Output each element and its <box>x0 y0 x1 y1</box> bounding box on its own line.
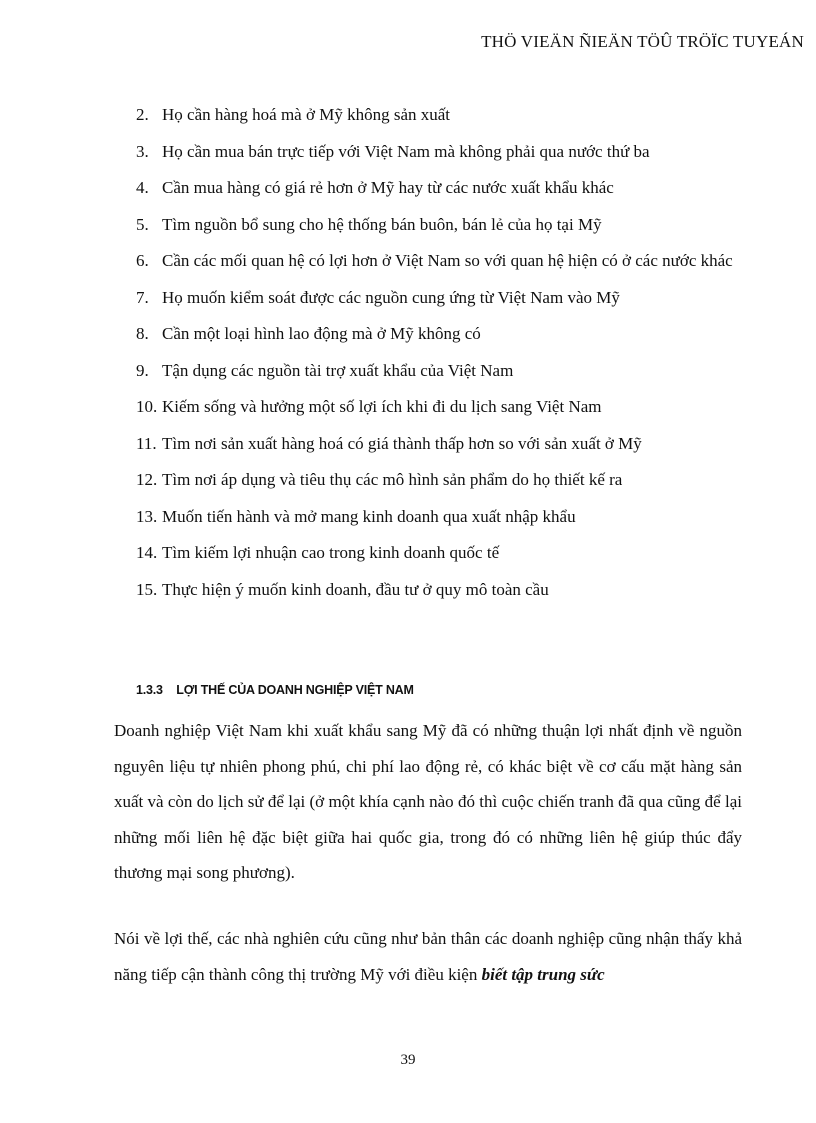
list-item-number: 4. <box>136 178 149 197</box>
list-item <box>136 389 746 426</box>
list-item-text: Họ muốn kiểm soát được các nguồn cung ứng từ Việt Nam vào Mỹ <box>162 287 620 307</box>
list-item <box>136 426 746 463</box>
list-item-text: Họ cần mua bán trực tiếp với Việt Nam mà không phải qua nước thứ ba <box>162 141 650 161</box>
list-item-number: 12. <box>136 470 158 489</box>
list-item-number: 7. <box>136 287 149 307</box>
list-item <box>136 499 746 536</box>
list-item <box>136 316 746 353</box>
list-item-number: 9. <box>136 360 149 380</box>
reasons-list <box>136 97 746 608</box>
list-item-number: 8. <box>136 324 149 343</box>
list-item <box>136 170 746 207</box>
section-heading <box>136 683 414 697</box>
list-item <box>136 134 746 171</box>
list-item-number: 13. <box>136 506 158 526</box>
list-item-text: Kiếm sống và hưởng một số lợi ích khi đi du lịch sang Việt Nam <box>162 397 602 416</box>
list-item-text: Muốn tiến hành và mở mang kinh doanh qua xuất nhập khẩu <box>162 506 576 526</box>
section-number: 1.3.3 <box>136 683 163 697</box>
section-title: LỢI THẾ CỦA DOANH NGHIỆP VIỆT NAM <box>176 683 414 697</box>
list-item-number: 14. <box>136 543 158 562</box>
list-item-text: Tìm nguồn bổ sung cho hệ thống bán buôn, bán lẻ của họ tại Mỹ <box>162 214 602 234</box>
list-item-number: 10. <box>136 397 158 416</box>
list-item-text: Cần mua hàng có giá rẻ hơn ở Mỹ hay từ các nước xuất khẩu khác <box>162 178 614 197</box>
paragraph-opinions <box>114 921 742 992</box>
list-item <box>136 572 746 609</box>
list-item-number: 5. <box>136 214 149 234</box>
list-item <box>136 243 746 280</box>
list-item-number: 15. <box>136 579 158 599</box>
list-item <box>136 353 746 390</box>
list-item-text: Tìm nơi sản xuất hàng hoá có giá thành thấp hơn so với sản xuất ở Mỹ <box>162 433 642 453</box>
list-item <box>136 462 746 499</box>
paragraph-advantages: Doanh nghiệp Việt Nam khi xuất khẩu sang Mỹ đã có những thuận lợi nhất định về nguồn nguyên liệu tự nhiên phong phú, chi phí lao động rẻ, có khác biệt về cơ cấu mặt hàng sản xuất và còn do lịch sử để lại (ở một khía cạnh nào đó thì cuộc chiến tranh đã qua cũng để lại những mối liên hệ đặc biệt giữa hai quốc gia, trong đó có những liên hệ giúp thúc đẩy thương mại song phương). <box>114 721 742 882</box>
list-item-text: Tận dụng các nguồn tài trợ xuất khẩu của Việt Nam <box>162 360 514 380</box>
list-item <box>136 280 746 317</box>
list-item-number: 6. <box>136 251 149 270</box>
list-item <box>136 207 746 244</box>
list-item <box>136 535 746 572</box>
list-item-text: Họ cần hàng hoá mà ở Mỹ không sản xuất <box>162 105 451 124</box>
page-header: THÖ VIEÄN ÑIEÄN TÖÛ TRÖÏC TUYEÁN <box>481 32 804 51</box>
list-item-number: 11. <box>136 433 157 453</box>
page-number: 39 <box>400 1052 416 1068</box>
list-item-number: 3. <box>136 141 149 161</box>
paragraph-opinions-emphasis: biết tập trung sức <box>481 964 605 984</box>
list-item-text: Cần các mối quan hệ có lợi hơn ở Việt Nam so với quan hệ hiện có ở các nước khác <box>162 251 733 270</box>
list-item <box>136 97 746 134</box>
list-item-text: Cần một loại hình lao động mà ở Mỹ không có <box>162 324 481 343</box>
list-item-text: Thực hiện ý muốn kinh doanh, đầu tư ở quy mô toàn cầu <box>162 579 549 599</box>
list-item-text: Tìm nơi áp dụng và tiêu thụ các mô hình sản phẩm do họ thiết kế ra <box>162 470 623 489</box>
list-item-number: 2. <box>136 105 149 124</box>
paragraph-opinions-text: Nói về lợi thế, các nhà nghiên cứu cũng như bản thân các doanh nghiệp cũng nhận thấy khả năng tiếp cận thành công thị trường Mỹ với điều kiện <box>114 929 742 984</box>
list-item-text: Tìm kiếm lợi nhuận cao trong kinh doanh quốc tế <box>162 543 500 562</box>
